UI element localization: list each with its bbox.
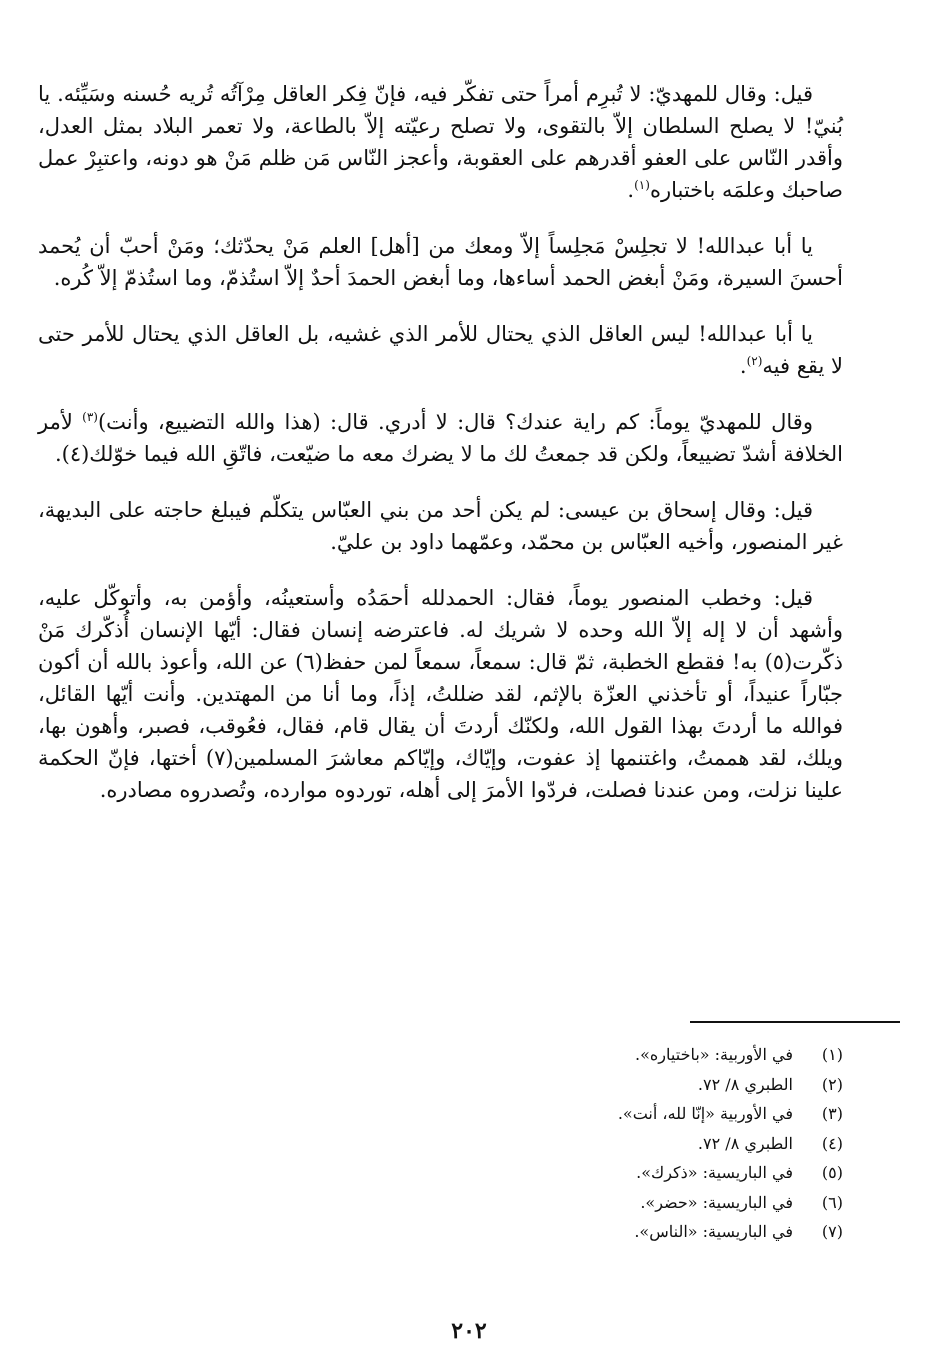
page-number: ٢٠٢ xyxy=(451,1318,487,1344)
footnote-text: في الباريسية: «الناس». xyxy=(634,1222,793,1242)
footnote-number: (٥) xyxy=(821,1163,843,1183)
paragraph xyxy=(38,78,843,206)
paragraph xyxy=(38,494,843,558)
footnote-number: (٤) xyxy=(821,1133,843,1153)
paragraph-tail: . xyxy=(627,178,635,202)
footnote xyxy=(363,1158,843,1188)
footnote xyxy=(363,1129,843,1159)
paragraph-text: قيل: وقال إسحاق بن عيسى: لم يكن أحد من بني العبّاس يتكلّم فيبلغ حاجته على البديهة، غير المنصور، وأخيه العبّاس بن محمّد، وعمّهما داود بن عليّ. xyxy=(38,498,843,554)
main-text xyxy=(38,78,843,830)
paragraph-tail: . xyxy=(739,354,747,378)
footnote-number: (٢) xyxy=(821,1074,843,1094)
paragraph-tail: لأمر الخلافة أشدّ تضييعاً، ولكن قد جمعتُ لك ما لا يضرك معه ما ضيّعت، فاتّقِ الله فيما خوّلك(٤). xyxy=(38,410,843,466)
footnote-text: في الباريسية: «ذكرك». xyxy=(636,1163,793,1183)
paragraph xyxy=(38,230,843,294)
paragraph-text: قيل: وقال للمهديّ: لا تُبرِم أمراً حتى تفكّر فيه، فإنّ فِكر العاقل مِرْآتُه تُريه حُسنه وسَيِّئه. يا بُنيّ! لا يصلح السلطان إلاّ بالتقوى، ولا تصلح رعيّته إلاّ بالطاعة، ولا تعمر البلاد بمثل العدل، وأقدر النّاس على العفو أقدرهم على العقوبة، وأعجز النّاس مَن ظلم مَنْ هو دونه، واعتبِرْ عمل صاحبك وعلمَه باختباره xyxy=(38,82,843,202)
footnote xyxy=(363,1070,843,1100)
paragraph xyxy=(38,318,843,382)
footnote-text: في الأوربية «إنّا لله، أنت». xyxy=(617,1104,793,1124)
footnote-ref: (١) xyxy=(634,178,650,192)
paragraph xyxy=(38,406,843,470)
footnote-number: (١) xyxy=(821,1045,843,1065)
paragraph-text: يا أبا عبدالله! ليس العاقل الذي يحتال للأمر الذي غشيه، بل العاقل الذي يحتال للأمر حتى لا يقع فيه xyxy=(38,322,843,378)
paragraph-text: يا أبا عبدالله! لا تجلِسْ مَجلِساً إلاّ ومعك من [أهل] العلم مَنْ يحدّثك؛ ومَنْ أحبّ أن يُحمد أحسنَ السيرة، ومَنْ أبغض الحمد أساءها، وما أبغض الحمدَ أحدٌ إلاّ استُذمّ، وما استُذمّ إلاّ كُره. xyxy=(38,234,843,290)
footnote-text: في الأوربية: «باختياره». xyxy=(635,1045,793,1065)
footnote-number: (٣) xyxy=(821,1104,843,1124)
footnote xyxy=(363,1217,843,1247)
footnote xyxy=(363,1040,843,1070)
footnote xyxy=(363,1099,843,1129)
footnote-text: في الباريسية: «حضر». xyxy=(640,1192,793,1212)
paragraph xyxy=(38,582,843,806)
footnote xyxy=(363,1188,843,1218)
paragraph-text: قيل: وخطب المنصور يوماً، فقال: الحمدلله أحمَدُه وأستعينُه، وأؤمن به، وأتوكّل عليه، وأشهد أن لا إله إلاّ الله وحده لا شريك له. فاعترضه إنسان فقال: أيّها الإنسان أُذكّرك مَنْ ذكّرت(٥) به! فقطع الخطبة، ثمّ قال: سمعاً، سمعاً لمن حفظ(٦) عن الله، وأعوذ بالله أن أكون جبّاراً عنيداً، أو تأخذني العزّة بالإثم، لقد ضللتُ، إذاً، وما أنا من المهتدين. وأنت أيّها القائل، فوالله ما أردتَ بهذا القول الله، ولكنّك أردتَ أن يقال قام، فقال، فعُوقب، فصبر، وأهون بها، ويلك، لقد هممتُ، واغتنمها إذ عفوت، وإيّاك، وإيّاكم معاشرَ المسلمين(٧) أختها، فإنّ الحكمة علينا نزلت، ومن عندنا فصلت، فردّوا الأمرَ إلى أهله، توردوه موارده، وتُصدروه مصادره. xyxy=(38,586,843,802)
footnote-ref: (٢) xyxy=(746,354,763,368)
footnote-divider xyxy=(690,1021,900,1023)
footnote-number: (٦) xyxy=(821,1192,843,1212)
footnote-number: (٧) xyxy=(821,1222,843,1242)
paragraph-text: وقال للمهديّ يوماً: كم راية عندك؟ قال: لا أدري. قال: (هذا والله التضييع، وأنت) xyxy=(97,410,813,434)
footnotes xyxy=(363,1040,843,1247)
footnote-text: الطبري ٨/ ٧٢. xyxy=(697,1074,793,1094)
footnote-text: الطبري ٨/ ٧٢. xyxy=(697,1133,793,1153)
footnote-ref: (٣) xyxy=(82,410,98,424)
